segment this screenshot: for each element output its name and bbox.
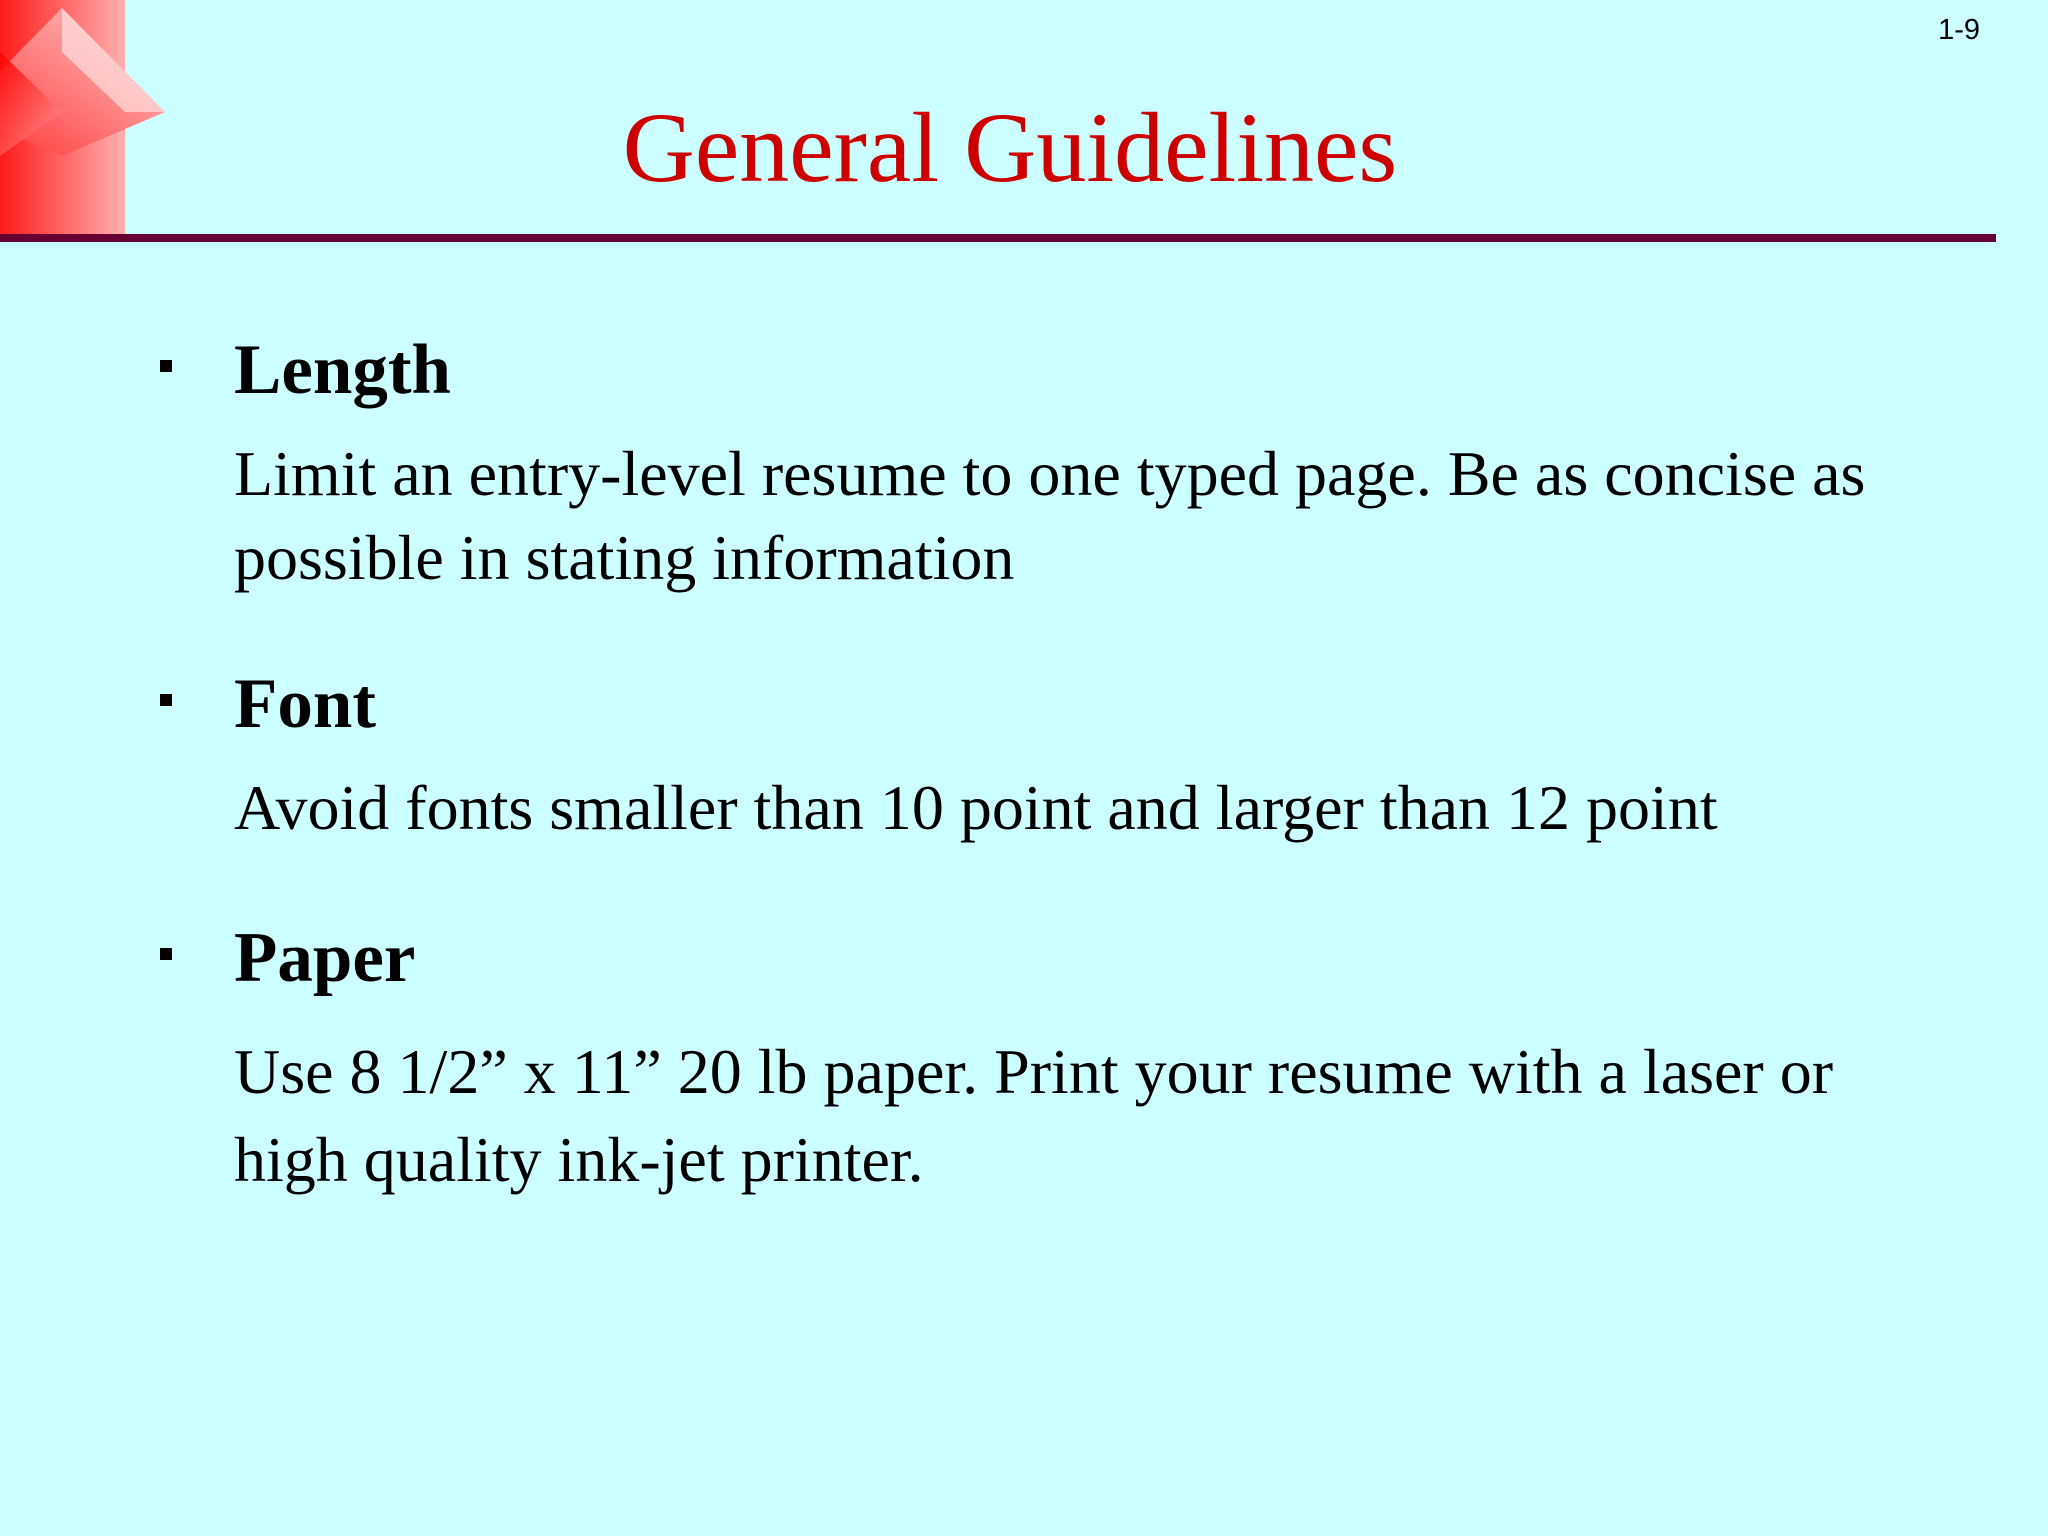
bullet-marker bbox=[160, 694, 172, 706]
item-heading: Font bbox=[234, 665, 376, 743]
bullet-marker bbox=[160, 948, 172, 960]
item-heading: Paper bbox=[234, 919, 416, 997]
item-description: Avoid fonts smaller than 10 point and larger than 12 point bbox=[234, 772, 1718, 843]
item-description: Use 8 1/2” x 11” 20 lb paper. Print your resume with a laser or high quality ink-jet printer. bbox=[234, 1036, 1834, 1195]
title-divider bbox=[0, 234, 1996, 242]
slide-number: 1-9 bbox=[1938, 14, 1980, 46]
item-description: Limit an entry-level resume to one typed page. Be as concise as possible in stating information bbox=[234, 438, 1866, 593]
item-heading: Length bbox=[234, 331, 451, 409]
slide-title: General Guidelines bbox=[622, 92, 1398, 203]
bullet-marker bbox=[160, 360, 172, 372]
